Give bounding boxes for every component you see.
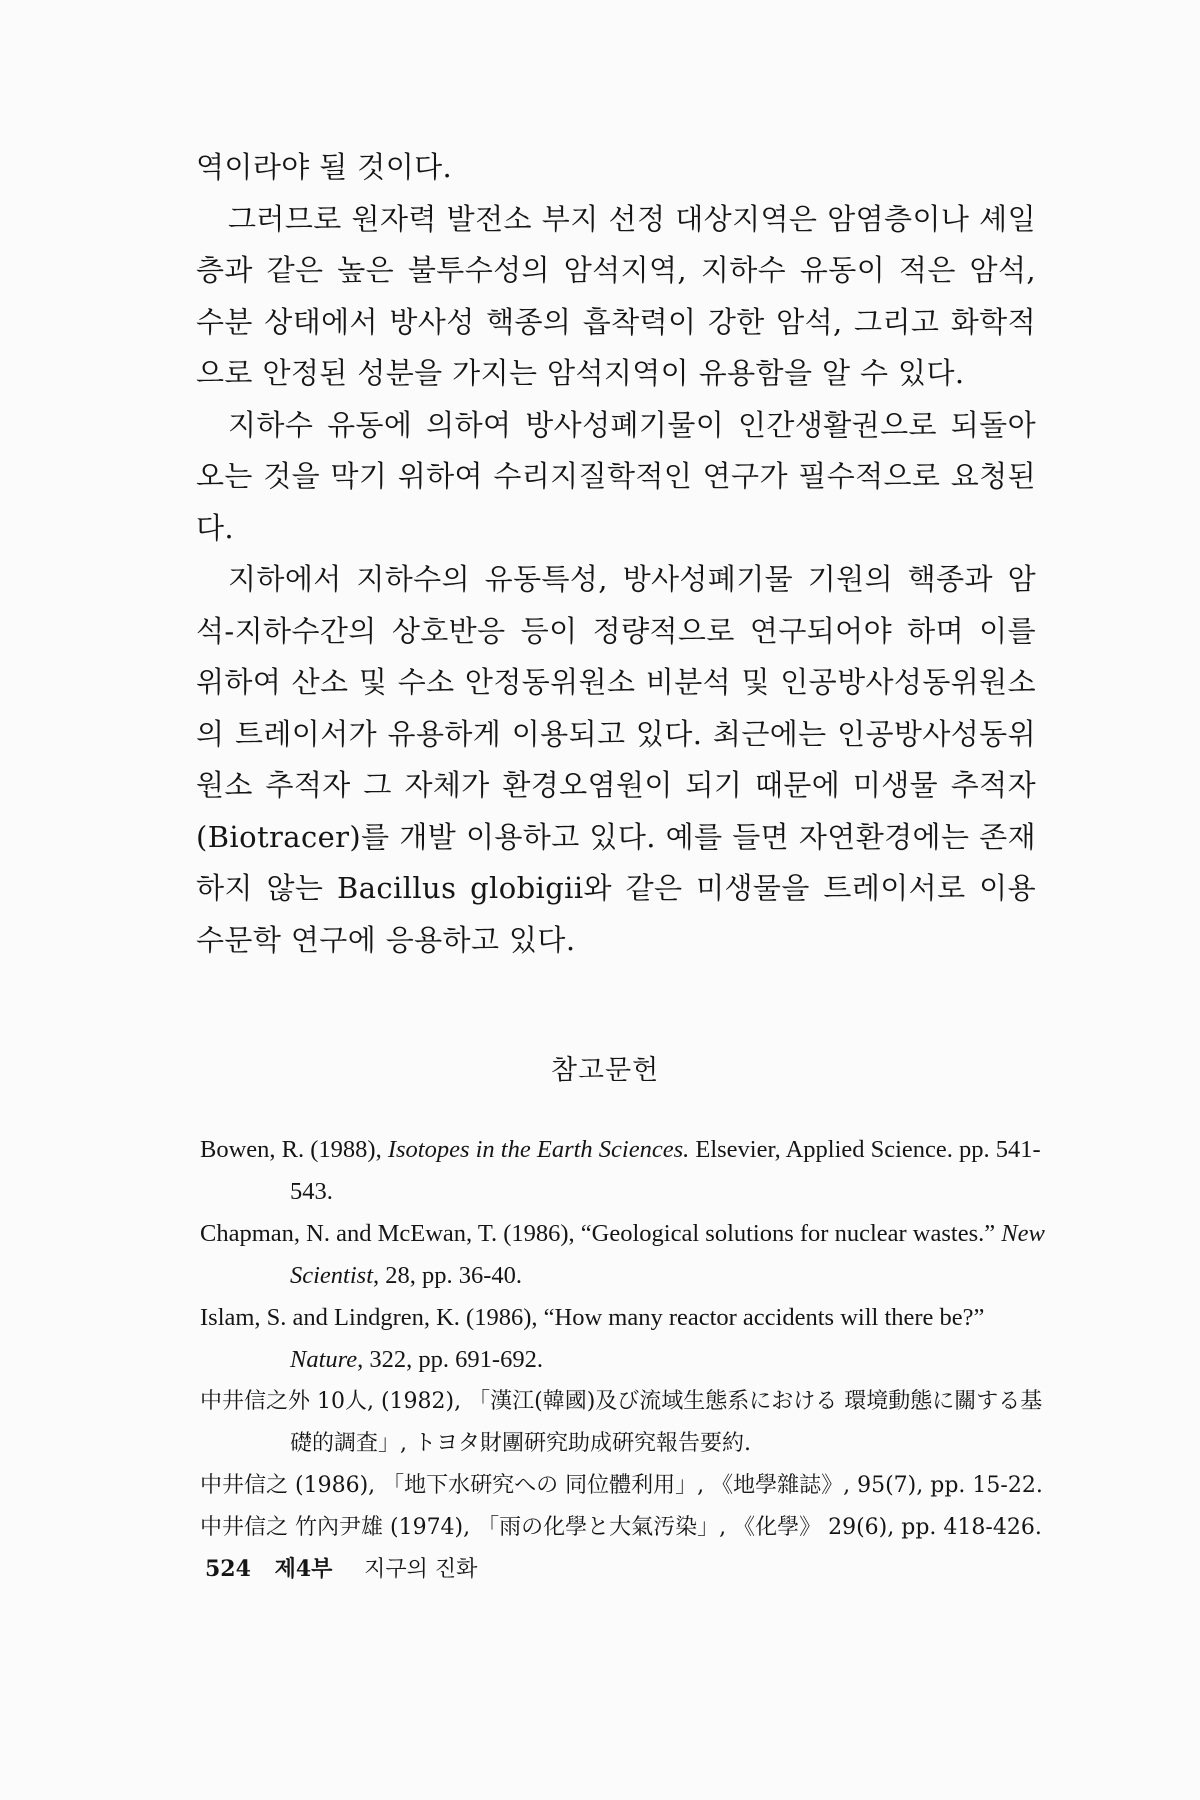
reference-title: Nature: [290, 1346, 358, 1373]
body-text: [196, 142, 1036, 966]
reference-item: [200, 1465, 1060, 1507]
reference-text: 中井信之 竹內尹雄 (1974), 「雨の化學と大氣汚染」, 《化學》 29(6), pp. 418-426.: [200, 1515, 1042, 1540]
references-heading: 참고문헌: [550, 1055, 660, 1086]
reference-text: , 28, pp. 36-40.: [373, 1262, 523, 1289]
reference-text: Bowen, R. (1988),: [200, 1136, 388, 1163]
paragraph: 지하수 유동에 의하여 방사성폐기물이 인간생활권으로 되돌아오는 것을 막기 위하여 수리지질학적인 연구가 필수적으로 요청된다.: [196, 407, 1036, 545]
reference-title: Isotopes in the Earth Sciences.: [387, 1136, 690, 1163]
reference-item: [200, 1507, 1060, 1549]
reference-text: , 322, pp. 691-692.: [357, 1346, 543, 1373]
chapter-title: 지구의 진화: [364, 1557, 478, 1582]
reference-title: New Scientist: [290, 1220, 1045, 1289]
reference-text: Islam, S. and Lindgren, K. (1986), “How many reactor accidents will there be?”: [200, 1304, 985, 1331]
reference-item: [200, 1129, 1060, 1213]
references-list: [200, 1129, 1060, 1549]
reference-item: [200, 1297, 1060, 1381]
paragraph: 역이라야 될 것이다.: [196, 150, 453, 184]
reference-item: [200, 1213, 1060, 1297]
paragraph: 지하에서 지하수의 유동특성, 방사성폐기물 기원의 핵종과 암석-지하수간의 상호반응 등이 정량적으로 연구되어야 하며 이를 위하여 산소 및 수소 안정동위원소 비분석 및 인공방사성동위원소의 트레이서가 유용하게 이용되고 있다. 최근에는 인공방사성동위원소 추적자 그 자체가 환경오염원이 되기 때문에 미생물 추적자(Biotracer)를 개발 이용하고 있다. 예를 들면 자연환경에는 존재하지 않는 Bacillus globigii와 같은 미생물을 트레이서로 이용 수문학 연구에 응용하고 있다.: [196, 562, 1036, 957]
page-footer: [205, 1552, 493, 1583]
reference-text: Elsevier, Applied Science. pp. 541-543.: [290, 1136, 1041, 1205]
page-number: 524: [205, 1556, 251, 1582]
reference-text: 中井信之外 10人, (1982), 「漢江(韓國)及び流域生態系における 環境動態に關する基礎的調査」, トヨタ財團硏究助成硏究報告要約.: [200, 1389, 1043, 1456]
reference-text: Chapman, N. and McEwan, T. (1986), “Geological solutions for nuclear wastes.”: [200, 1220, 1002, 1247]
paragraph: 그러므로 원자력 발전소 부지 선정 대상지역은 암염층이나 셰일층과 같은 높은 불투수성의 암석지역, 지하수 유동이 적은 암석, 수분 상태에서 방사성 핵종의 흡착력이 강한 암석, 그리고 화학적으로 안정된 성분을 가지는 암석지역이 유용함을 알 수 있다.: [196, 201, 1036, 390]
reference-text: 中井信之 (1986), 「地下水硏究への 同位體利用」, 《地學雜誌》, 95(7), pp. 15-22.: [200, 1473, 1043, 1498]
reference-item: [200, 1381, 1060, 1465]
part-label: 제4부: [274, 1556, 333, 1582]
